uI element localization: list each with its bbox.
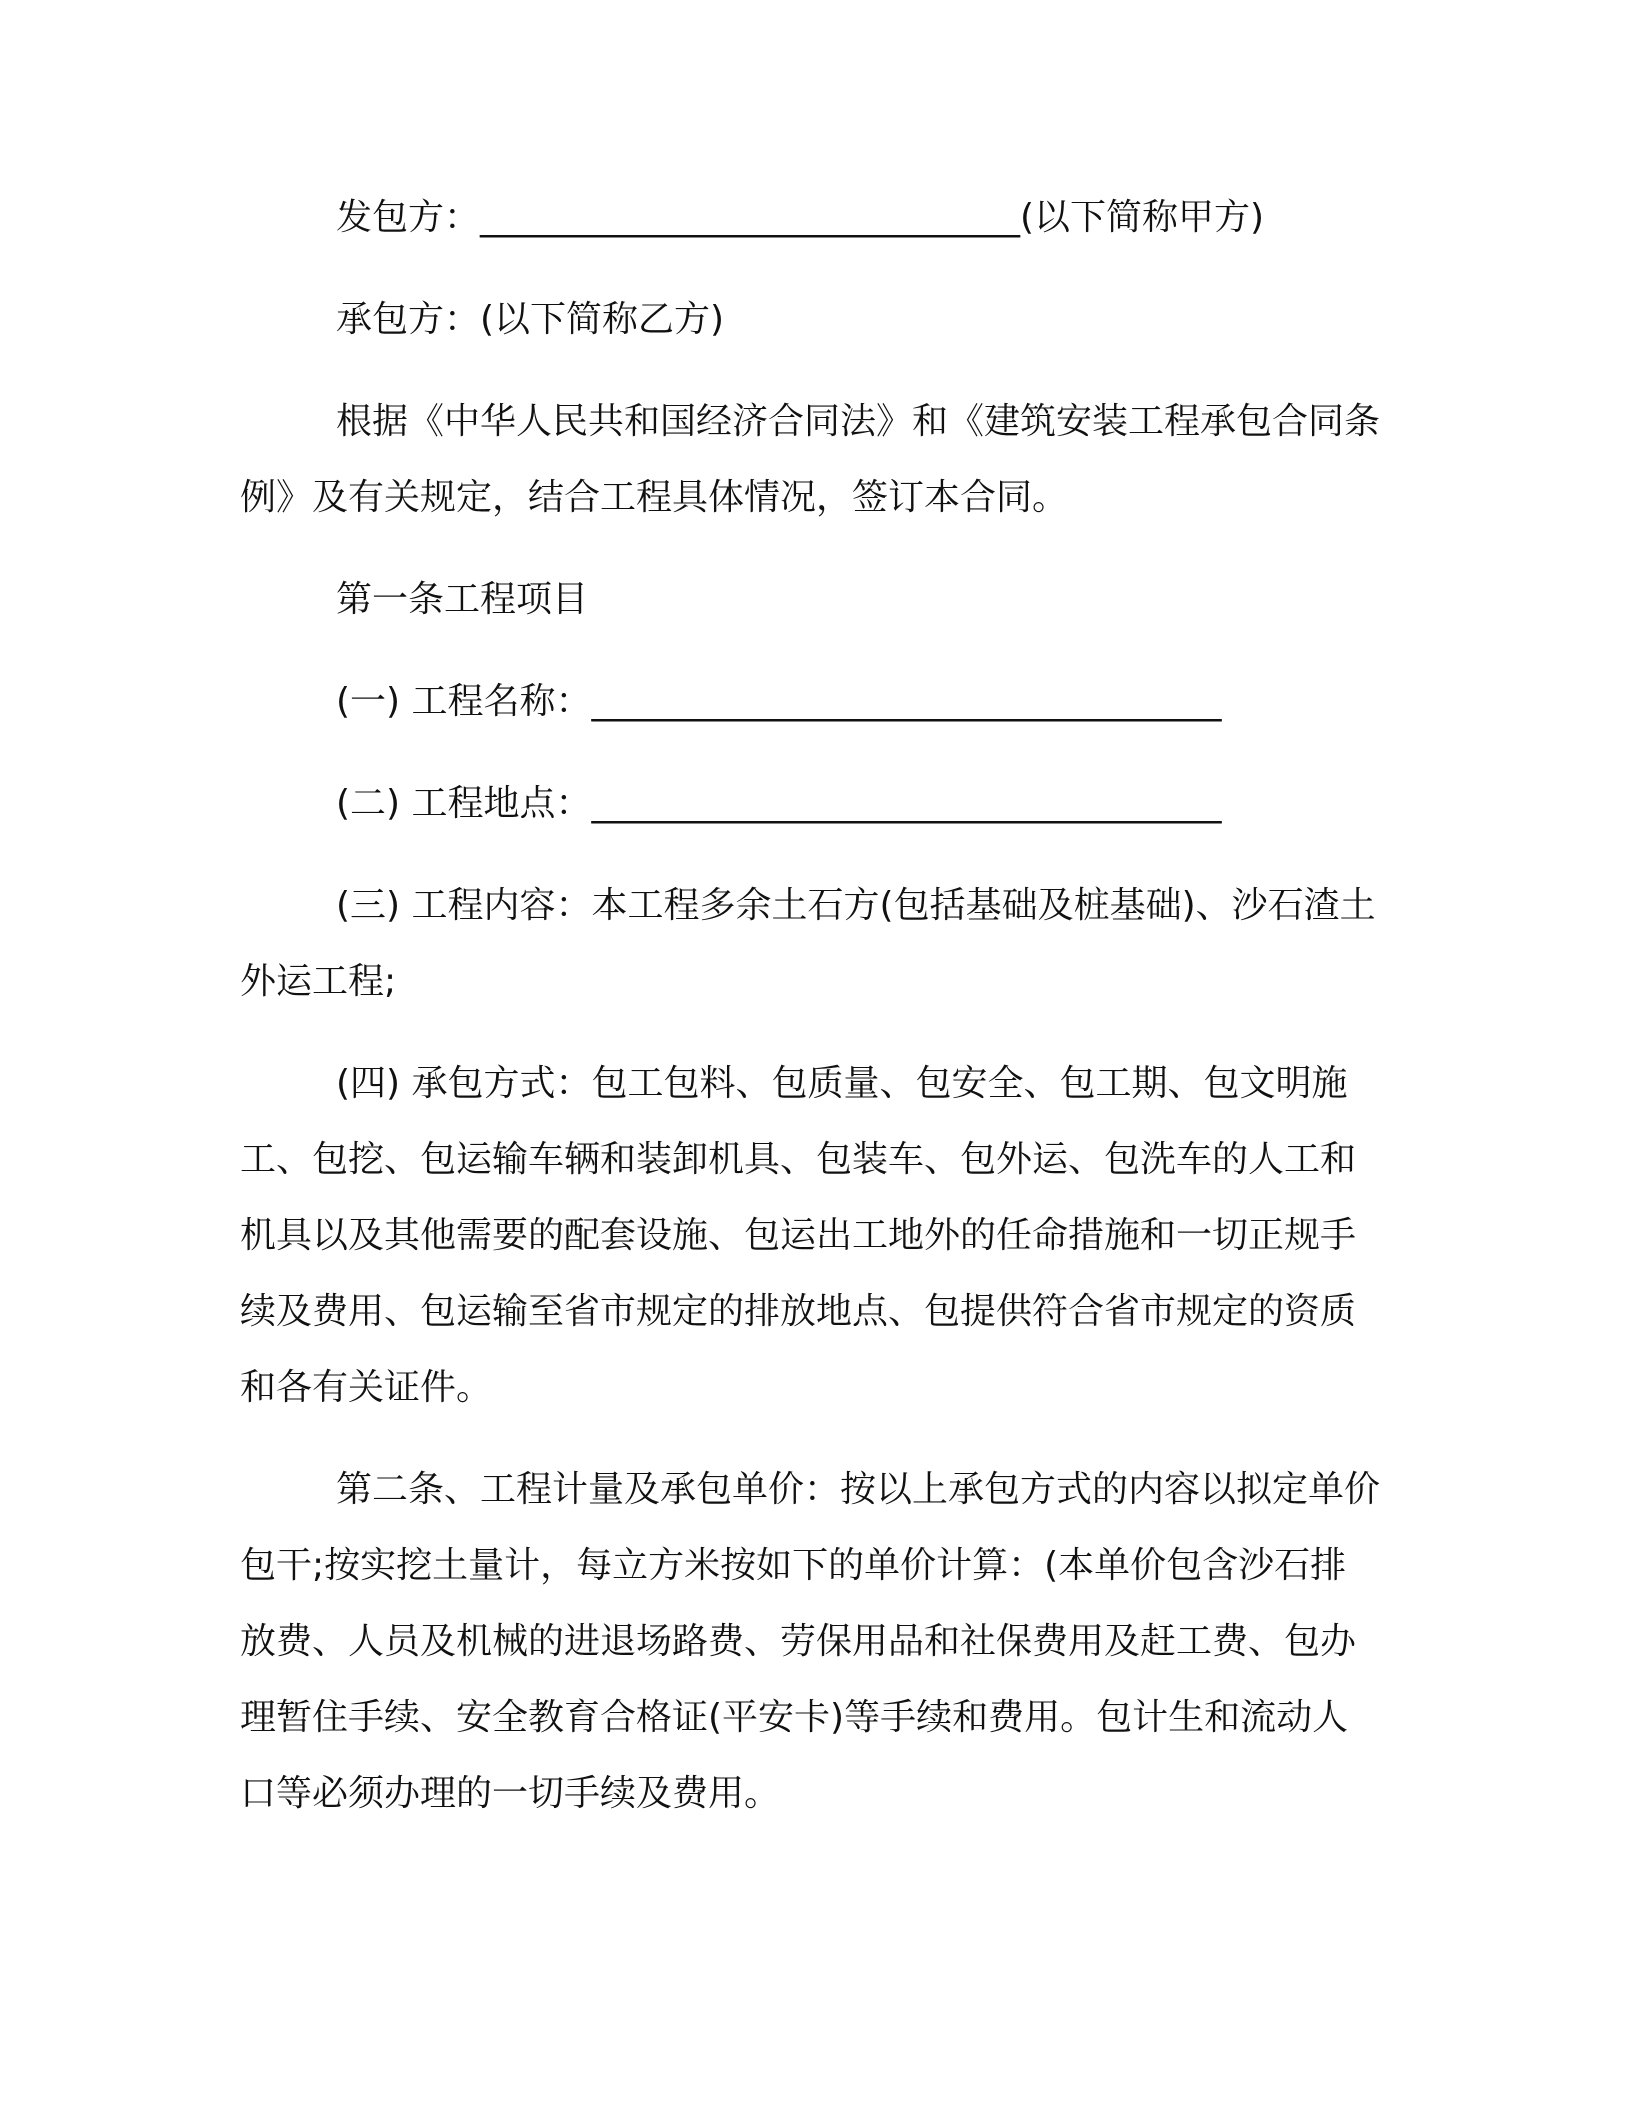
contract-mode-paragraph: (四) 承包方式：包工包料、包质量、包安全、包工期、包文明施工、包挖、包运输车辆和装卸机具、包装车、包外运、包洗车的人工和机具以及其他需要的配套设施、包运出工地外的任命措施和一切正规手续及费用、包运输至省市规定的排放地点、包提供符合省市规定的资质和各有关证件。	[240, 1063, 1357, 1408]
project-name-line: (一) 工程名称：___________________________________	[336, 681, 1222, 722]
contract-party-a-line: 发包方：______________________________(以下简称甲方)	[336, 197, 1265, 238]
contract-party-b-line: 承包方：(以下简称乙方)	[336, 299, 725, 340]
project-location-line: (二) 工程地点：___________________________________	[336, 783, 1222, 824]
article-2-paragraph: 第二条、工程计量及承包单价：按以上承包方式的内容以拟定单价包干;按实挖土量计，每立方米按如下的单价计算：(本单价包含沙石排放费、人员及机械的进退场路费、劳保用品和社保费用及赶工费、包办理暂住手续、安全教育合格证(平安卡)等手续和费用。包计生和流动人口等必须办理的一切手续及费用。	[240, 1469, 1381, 1814]
contract-basis-paragraph: 根据《中华人民共和国经济合同法》和《建筑安装工程承包合同条例》及有关规定，结合工程具体情况，签订本合同。	[240, 401, 1381, 518]
document-body	[240, 180, 1380, 1858]
project-content-paragraph: (三) 工程内容：本工程多余土石方(包括基础及桩基础)、沙石渣土外运工程;	[240, 885, 1376, 1002]
article-1-heading: 第一条工程项目	[336, 579, 589, 620]
